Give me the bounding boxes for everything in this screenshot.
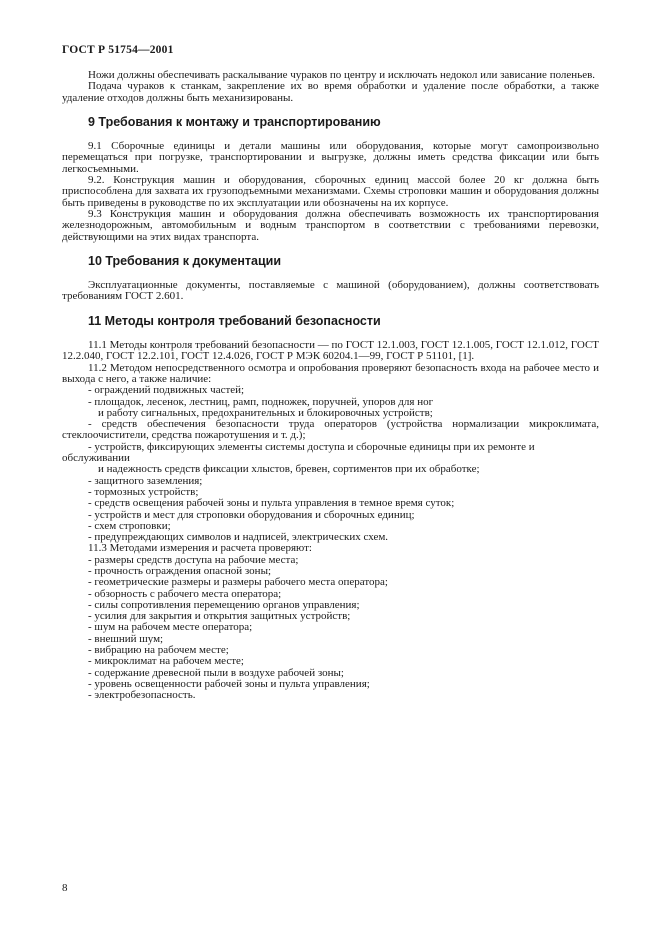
list-item: - схем строповки; <box>88 519 171 532</box>
list-item: - обзорность с рабочего места оператора; <box>88 587 282 600</box>
paragraph-9-3: 9.3 Конструкция машин и оборудования должна обеспечивать возможность их транспортирования железнодорожным, автомобильным и водным транспортом в соответствии с требованиями перевозки, действующими на этих видах транспорта. <box>62 207 599 243</box>
section-9-title: 9 Требования к монтажу и транспортированию <box>88 114 381 129</box>
paragraph-10: Эксплуатационные документы, поставляемые с машиной (оборудованием), должны соответствовать требованиям ГОСТ 2.601. <box>62 279 599 303</box>
list-item: - уровень освещенности рабочей зоны и пульта управления; <box>88 677 370 690</box>
list-item: - внешний шум; <box>88 632 164 645</box>
list-item: - содержание древесной пыли в воздухе рабочей зоны; <box>88 666 344 679</box>
list-item: - ограждений подвижных частей; <box>88 384 245 397</box>
list-item: - размеры средств доступа на рабочие места; <box>88 553 299 566</box>
list-item: - устройств, фиксирующих элементы системы доступа и сборочные единицы при их ремонте и обслуживании <box>62 440 535 465</box>
list-item: - вибрацию на рабочем месте; <box>88 644 229 657</box>
section-11-title: 11 Методы контроля требований безопасности <box>88 313 381 328</box>
list-item: - предупреждающих символов и надписей, электрических схем. <box>88 531 389 544</box>
paragraph-11-2: 11.2 Методом непосредственного осмотра и опробования проверяют безопасность входа на рабочее место и выхода с него, а также наличие: <box>62 361 599 385</box>
list-item: - микроклимат на рабочем месте; <box>88 655 244 668</box>
list-item: - защитного заземления; <box>88 474 203 487</box>
page-number: 8 <box>62 882 68 894</box>
document-body <box>62 70 599 702</box>
list-item: - тормозных устройств; <box>88 485 199 498</box>
list-item: - геометрические размеры и размеры рабочего места оператора; <box>88 576 388 589</box>
section-10-title: 10 Требования к документации <box>88 253 282 268</box>
paragraph-9-2: 9.2. Конструкция машин и оборудования, сборочных единиц массой более 20 кг должна быть приспособлена для захвата их грузоподъемными механизмами. Схемы строповки машин и оборудования должны быть приведены в руководстве по их эксплуатации или обозначены на их корпусе. <box>62 174 599 209</box>
list-item: - шум на рабочем месте оператора; <box>88 621 253 634</box>
list-item: - устройств и мест для строповки оборудования и сборочных единиц; <box>88 508 415 521</box>
list-item: - силы сопротивления перемещению органов управления; <box>88 598 360 611</box>
list-item: - средств обеспечения безопасности труда операторов (устройства нормализации микроклимата, стеклоочистители, средства пожаротушения и т. д.); <box>62 418 599 442</box>
paragraph-11-3: 11.3 Методами измерения и расчета проверяют: <box>88 542 312 555</box>
list-item: - средств освещения рабочей зоны и пульта управления в темное время суток; <box>88 497 455 510</box>
list-item: - прочность ограждения опасной зоны; <box>88 564 272 577</box>
paragraph-11-1: 11.1 Методы контроля требований безопасности — по ГОСТ 12.1.003, ГОСТ 12.1.005, ГОСТ 12.1.012, ГОСТ 12.2.040, ГОСТ 12.2.101, ГОСТ 12.4.026, ГОСТ Р МЭК 60204.1—99, ГОСТ Р 51101, [1]. <box>62 339 599 363</box>
paragraph-feeding: Подача чураков к станкам, закрепление их во время обработки и удаление после обработки, а также удаление отходов должны быть механизированы. <box>62 80 599 104</box>
document-code-header: ГОСТ Р 51754—2001 <box>62 44 174 56</box>
list-item-continuation: и работу сигнальных, предохранительных и блокировочных устройств; <box>98 406 433 419</box>
list-item: - усилия для закрытия и открытия защитных устройств; <box>88 610 351 623</box>
list-item-continuation: и надежность средств фиксации хлыстов, бревен, сортиментов при их обработке; <box>98 463 480 476</box>
paragraph-knives: Ножи должны обеспечивать раскалывание чураков по центру и исключать недокол или зависание поленьев. <box>88 69 596 81</box>
list-item: - электробезопасность. <box>88 689 196 702</box>
list-item: - площадок, лесенок, лестниц, рамп, подножек, поручней, упоров для ног <box>88 395 434 408</box>
paragraph-9-1: 9.1 Сборочные единицы и детали машины или оборудования, которые могут самопроизвольно перемещаться при погрузке, транспортировании и выгрузке, должны иметь средства фиксации или быть легкосъемными. <box>62 140 599 175</box>
